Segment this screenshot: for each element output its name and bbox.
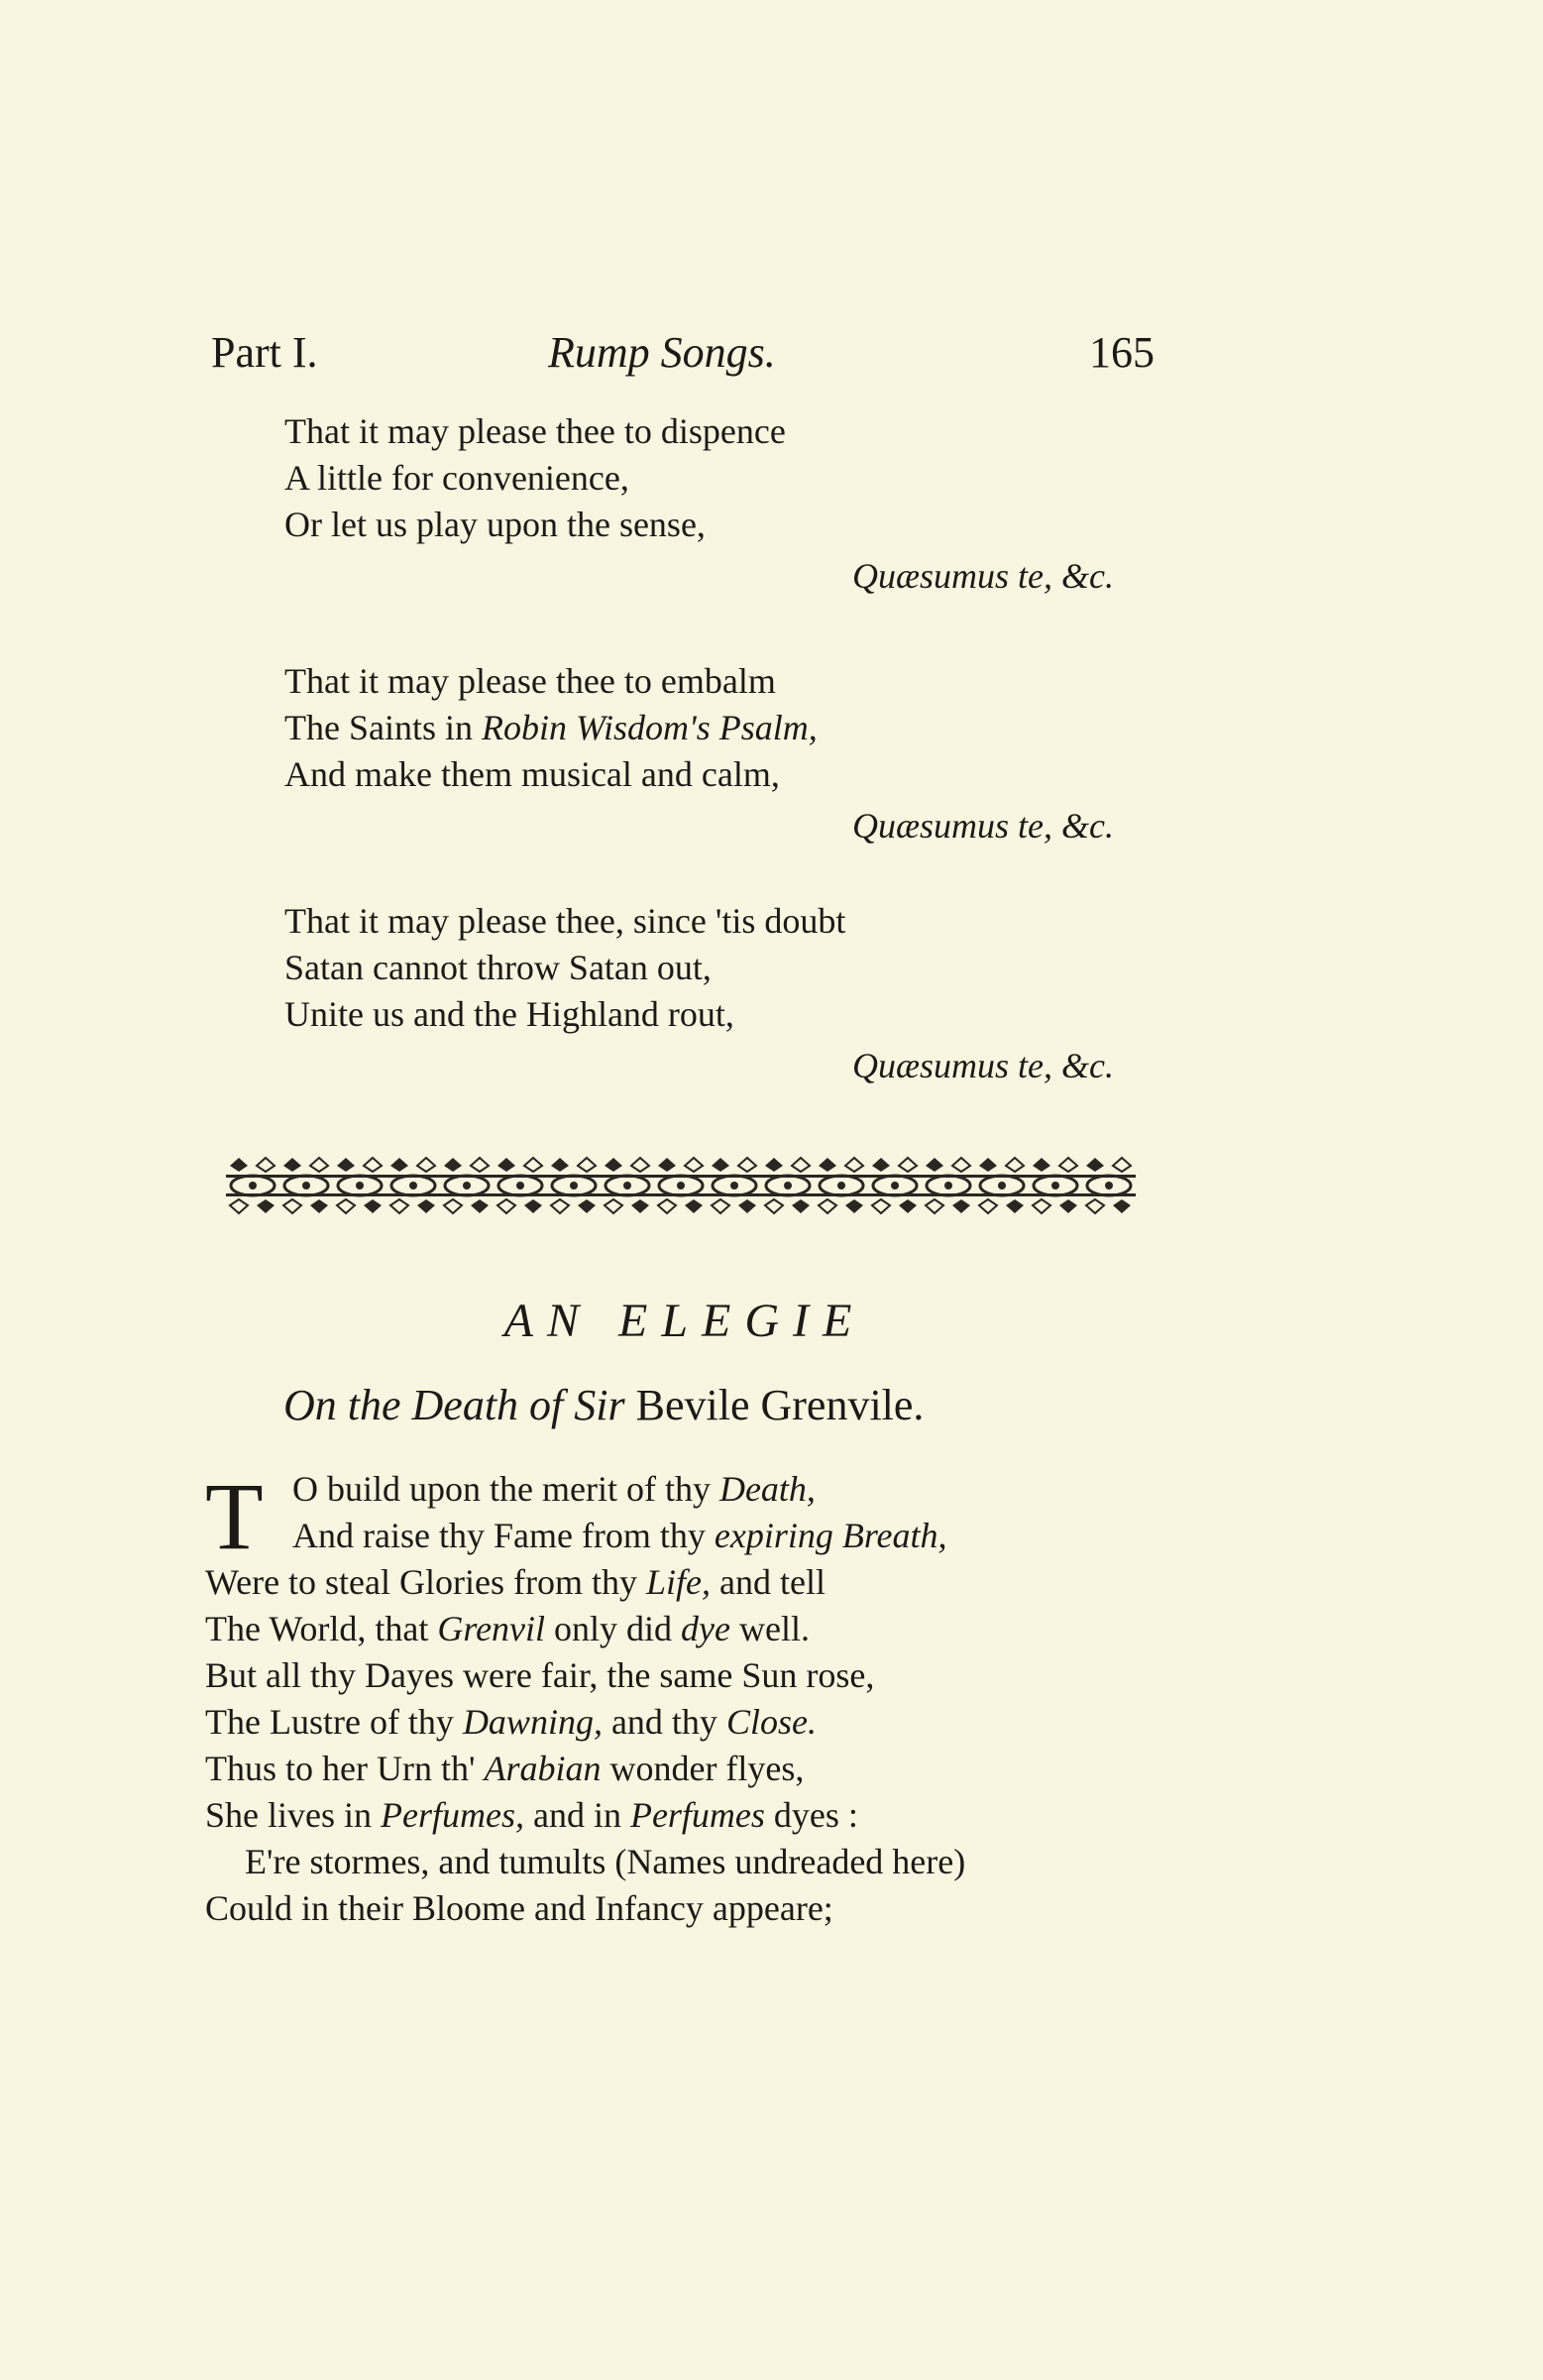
line-italic: Arabian (484, 1749, 602, 1788)
stanza-line: And make them musical and calm, (284, 754, 780, 794)
stanza-2 (284, 658, 818, 798)
elegie-poem (205, 1463, 966, 1932)
ornament-divider (226, 1156, 1136, 1215)
line-text: and in (523, 1795, 630, 1835)
poem-line (205, 1466, 965, 1513)
header-title: Rump Songs. (548, 328, 776, 377)
subtitle-name: Bevile Grenvile. (635, 1381, 925, 1429)
line-text: O build upon the merit of thy (292, 1469, 719, 1509)
poem-line (205, 1792, 965, 1839)
stanza-line: That it may please thee to embalm (284, 661, 776, 701)
stanza-line: A little for convenience, (284, 458, 629, 498)
stanza-2-refrain: Quæsumus te, &c. (852, 806, 1114, 846)
line-text: Thus to her Urn th' (205, 1749, 485, 1788)
line-text: The World, that (205, 1609, 438, 1648)
poem-line (205, 1606, 965, 1652)
elegie-title: AN ELEGIE (503, 1295, 866, 1347)
line-italic: Dawning, (462, 1702, 603, 1742)
line-italic: Perfumes (629, 1795, 765, 1835)
poem-line (205, 1513, 965, 1559)
line-text: Were to steal Glories from thy (205, 1562, 646, 1602)
stanza-line: Or let us play upon the sense, (284, 505, 706, 544)
line-text: only did (545, 1609, 682, 1648)
line-text: And raise thy Fame from thy (292, 1516, 715, 1555)
stanza-1-refrain: Quæsumus te, &c. (852, 556, 1114, 596)
poem-line: E're stormes, and tumults (Names undreaded here) (245, 1842, 966, 1881)
line-italic: Perfumes, (381, 1795, 524, 1835)
drop-cap: T (205, 1463, 264, 1569)
stanza-line: Unite us and the Highland rout, (284, 994, 734, 1034)
poem-line (205, 1699, 965, 1746)
poem-line (205, 1559, 965, 1606)
line-text: and thy (602, 1702, 726, 1742)
stanza-italic: Robin Wisdom's Psalm, (481, 708, 818, 747)
stanza-line (284, 705, 818, 751)
poem-line (205, 1746, 965, 1792)
page-number: 165 (1089, 328, 1155, 377)
header-part: Part I. (211, 328, 318, 377)
line-text: and tell (711, 1562, 826, 1602)
poem-line: But all thy Dayes were fair, the same Sun rose, (205, 1655, 875, 1695)
line-italic: expiring Breath, (714, 1516, 947, 1555)
stanza-line: That it may please thee, since 'tis doubt (284, 901, 846, 941)
poem-line: Could in their Bloome and Infancy appeare; (205, 1888, 833, 1928)
running-header (211, 327, 1155, 387)
line-italic: Life, (645, 1562, 711, 1602)
stanza-line: Satan cannot throw Satan out, (284, 948, 712, 987)
line-italic: Close. (725, 1702, 817, 1742)
elegie-subtitle (283, 1380, 924, 1430)
line-italic: dye (681, 1609, 731, 1648)
line-italic: Grenvil (437, 1609, 546, 1648)
line-text: well. (730, 1609, 810, 1648)
stanza-3-refrain: Quæsumus te, &c. (852, 1046, 1114, 1085)
stanza-3 (284, 898, 845, 1038)
stanza-1 (284, 408, 786, 548)
stanza-line: That it may please thee to dispence (284, 411, 786, 451)
line-text: She lives in (205, 1795, 381, 1835)
subtitle-italic: On the Death of Sir (283, 1381, 625, 1429)
line-italic: Death, (718, 1469, 816, 1509)
line-text: wonder flyes, (601, 1749, 805, 1788)
stanza-text: The Saints in (284, 708, 482, 747)
line-text: dyes : (764, 1795, 858, 1835)
line-text: The Lustre of thy (205, 1702, 463, 1742)
